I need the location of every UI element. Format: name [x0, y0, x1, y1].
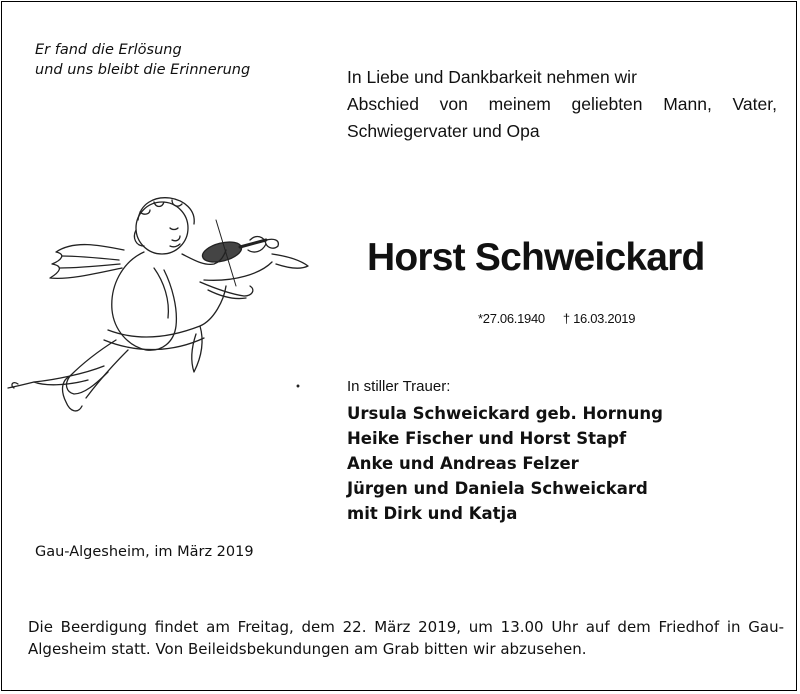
mourner-name: mit Dirk und Katja	[347, 504, 518, 523]
motto-line-2: und uns bleibt die Erinnerung	[35, 62, 251, 78]
intro-word: Mann,	[663, 94, 712, 114]
motto	[35, 40, 250, 80]
birth-date: *27.06.1940	[478, 311, 545, 326]
intro-line-1: In Liebe und Dankbarkeit nehmen wir	[347, 67, 637, 87]
intro-line-2	[347, 91, 777, 118]
intro-word: Abschied	[347, 94, 419, 114]
intro-word: von	[439, 94, 468, 114]
life-dates	[478, 311, 635, 326]
mourner-name: Ursula Schweickard geb. Hornung	[347, 404, 663, 423]
mourner-name: Anke und Andreas Felzer	[347, 454, 579, 473]
mourners-list	[347, 401, 663, 526]
funeral-notice: Die Beerdigung findet am Freitag, dem 22. März 2019, um 13.00 Uhr auf dem Friedhof in Gau-Algesheim statt. Von Beileidsbekundungen am Grab bitten wir abzusehen.	[28, 618, 784, 658]
intro-word: Vater,	[732, 94, 777, 114]
deceased-name: Horst Schweickard	[367, 236, 705, 279]
intro-text	[347, 64, 777, 145]
intro-word: geliebten	[571, 94, 643, 114]
intro-word: meinem	[488, 94, 551, 114]
death-date: † 16.03.2019	[562, 311, 636, 326]
mourning-label: In stiller Trauer:	[347, 378, 451, 395]
mourner-name: Heike Fischer und Horst Stapf	[347, 429, 627, 448]
motto-line-1: Er fand die Erlösung	[35, 42, 182, 58]
intro-line-3: Schwiegervater und Opa	[347, 121, 540, 141]
place-date: Gau-Algesheim, im März 2019	[35, 544, 254, 560]
mourner-name: Jürgen und Daniela Schweickard	[347, 479, 648, 498]
angel-violin-icon	[4, 190, 314, 430]
